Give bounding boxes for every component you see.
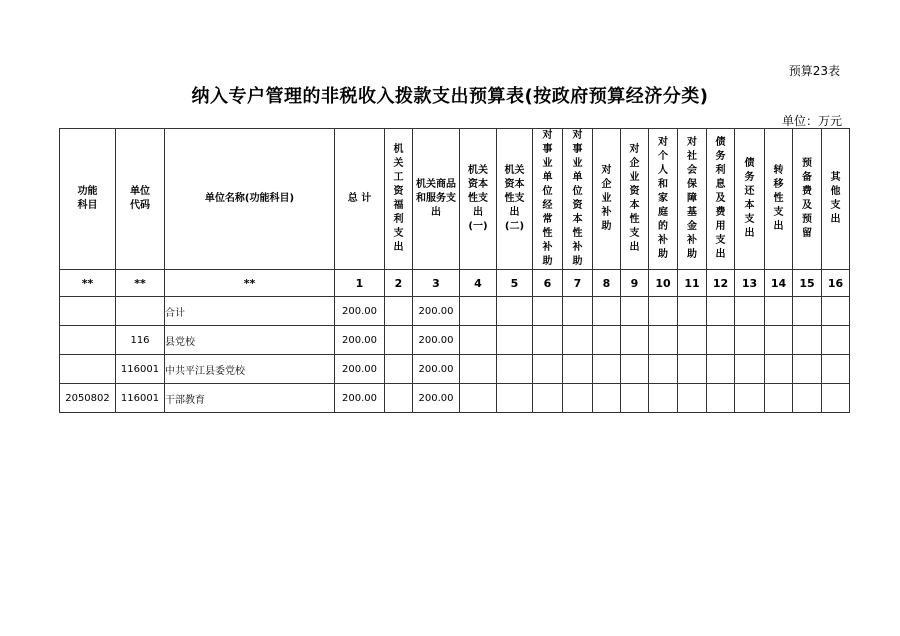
empty-cell (533, 355, 563, 384)
col-3-cell: 200.00 (413, 384, 460, 413)
index-cell: 5 (497, 270, 533, 297)
table-row (60, 326, 850, 355)
empty-cell (678, 297, 707, 326)
func-code-cell (60, 355, 116, 384)
total-cell: 200.00 (335, 326, 385, 355)
empty-cell (793, 384, 822, 413)
total-cell: 200.00 (335, 384, 385, 413)
page-title: 纳入专户管理的非税收入拨款支出预算表(按政府预算经济分类) (191, 86, 709, 107)
header-col-3: 机关商品和服务支出 (413, 129, 460, 270)
col-3-cell: 200.00 (413, 297, 460, 326)
header-col-9: 对企业资本性支出 (621, 129, 649, 270)
index-cell: 15 (793, 270, 822, 297)
header-col-16: 其他支出 (822, 129, 850, 270)
unit-code-cell: 116001 (116, 355, 165, 384)
table-row (60, 355, 850, 384)
index-cell: 14 (765, 270, 793, 297)
empty-cell (735, 297, 765, 326)
unit-name-cell: 干部教育 (165, 384, 335, 413)
empty-cell (621, 297, 649, 326)
empty-cell (497, 355, 533, 384)
col-3-cell: 200.00 (413, 326, 460, 355)
index-cell: 11 (678, 270, 707, 297)
empty-cell (593, 326, 621, 355)
empty-cell (649, 355, 678, 384)
empty-cell (793, 355, 822, 384)
empty-cell (497, 384, 533, 413)
func-code-cell (60, 326, 116, 355)
header-col-4: 机关资本性支出(一) (460, 129, 497, 270)
unit-name-cell: 合计 (165, 297, 335, 326)
header-col-14: 转移性支出 (765, 129, 793, 270)
empty-cell (563, 355, 593, 384)
header-col-2: 机关工资福利支出 (385, 129, 413, 270)
empty-cell (765, 384, 793, 413)
header-col-7: 对事业单位资本性补助 (563, 129, 593, 270)
empty-cell (765, 297, 793, 326)
empty-cell (593, 355, 621, 384)
unit-code-cell: 116 (116, 326, 165, 355)
total-cell: 200.00 (335, 355, 385, 384)
header-row (60, 129, 850, 270)
empty-cell (707, 384, 735, 413)
empty-cell (707, 326, 735, 355)
empty-cell (460, 355, 497, 384)
empty-cell (649, 297, 678, 326)
unit-code-cell: 116001 (116, 384, 165, 413)
header-unit-name: 单位名称(功能科目) (165, 129, 335, 270)
header-col-10: 对个人和家庭的补助 (649, 129, 678, 270)
empty-cell (533, 384, 563, 413)
empty-cell (649, 326, 678, 355)
empty-cell (822, 326, 850, 355)
empty-cell (460, 326, 497, 355)
table-row-total (60, 297, 850, 326)
empty-cell (707, 297, 735, 326)
header-col-6: 对事业单位经常性补助 (533, 129, 563, 270)
index-cell: 9 (621, 270, 649, 297)
empty-cell (735, 384, 765, 413)
total-cell: 200.00 (335, 297, 385, 326)
empty-cell (793, 326, 822, 355)
header-col-13: 债务还本支出 (735, 129, 765, 270)
unit-name-cell: 中共平江县委党校 (165, 355, 335, 384)
empty-cell (678, 326, 707, 355)
budget-table (59, 128, 850, 413)
empty-cell (678, 384, 707, 413)
form-number: 预算23表 (788, 64, 840, 78)
col-2-cell (385, 355, 413, 384)
index-cell: ** (165, 270, 335, 297)
empty-cell (497, 326, 533, 355)
index-cell: 1 (335, 270, 385, 297)
empty-cell (563, 297, 593, 326)
empty-cell (497, 297, 533, 326)
index-cell: 3 (413, 270, 460, 297)
empty-cell (735, 355, 765, 384)
col-2-cell (385, 297, 413, 326)
empty-cell (533, 326, 563, 355)
empty-cell (678, 355, 707, 384)
header-col-8: 对企业补助 (593, 129, 621, 270)
empty-cell (822, 297, 850, 326)
empty-cell (621, 384, 649, 413)
empty-cell (621, 355, 649, 384)
index-cell: 7 (563, 270, 593, 297)
table-row (60, 384, 850, 413)
empty-cell (460, 384, 497, 413)
empty-cell (593, 384, 621, 413)
index-cell: 4 (460, 270, 497, 297)
header-unit-code: 单位代码 (116, 129, 165, 270)
header-col-15: 预备费及预留 (793, 129, 822, 270)
empty-cell (765, 355, 793, 384)
index-cell: 13 (735, 270, 765, 297)
index-cell: 12 (707, 270, 735, 297)
empty-cell (649, 384, 678, 413)
index-cell: ** (116, 270, 165, 297)
col-2-cell (385, 326, 413, 355)
empty-cell (593, 297, 621, 326)
empty-cell (460, 297, 497, 326)
func-code-cell (60, 297, 116, 326)
unit-name-cell: 县党校 (165, 326, 335, 355)
empty-cell (707, 355, 735, 384)
empty-cell (793, 297, 822, 326)
index-cell: ** (60, 270, 116, 297)
empty-cell (765, 326, 793, 355)
empty-cell (563, 384, 593, 413)
unit-label: 单位：万元 (781, 114, 842, 128)
index-cell: 2 (385, 270, 413, 297)
empty-cell (822, 355, 850, 384)
empty-cell (822, 384, 850, 413)
index-cell: 16 (822, 270, 850, 297)
func-code-cell: 2050802 (60, 384, 116, 413)
header-col-12: 债务利息及费用支出 (707, 129, 735, 270)
header-col-11: 对社会保障基金补助 (678, 129, 707, 270)
header-total: 总 计 (335, 129, 385, 270)
empty-cell (533, 297, 563, 326)
empty-cell (735, 326, 765, 355)
empty-cell (621, 326, 649, 355)
col-3-cell: 200.00 (413, 355, 460, 384)
index-cell: 10 (649, 270, 678, 297)
empty-cell (563, 326, 593, 355)
header-col-5: 机关资本性支出(二) (497, 129, 533, 270)
col-2-cell (385, 384, 413, 413)
unit-code-cell (116, 297, 165, 326)
index-cell: 6 (533, 270, 563, 297)
index-row (60, 270, 850, 297)
header-func-code: 功能科目 (60, 129, 116, 270)
index-cell: 8 (593, 270, 621, 297)
